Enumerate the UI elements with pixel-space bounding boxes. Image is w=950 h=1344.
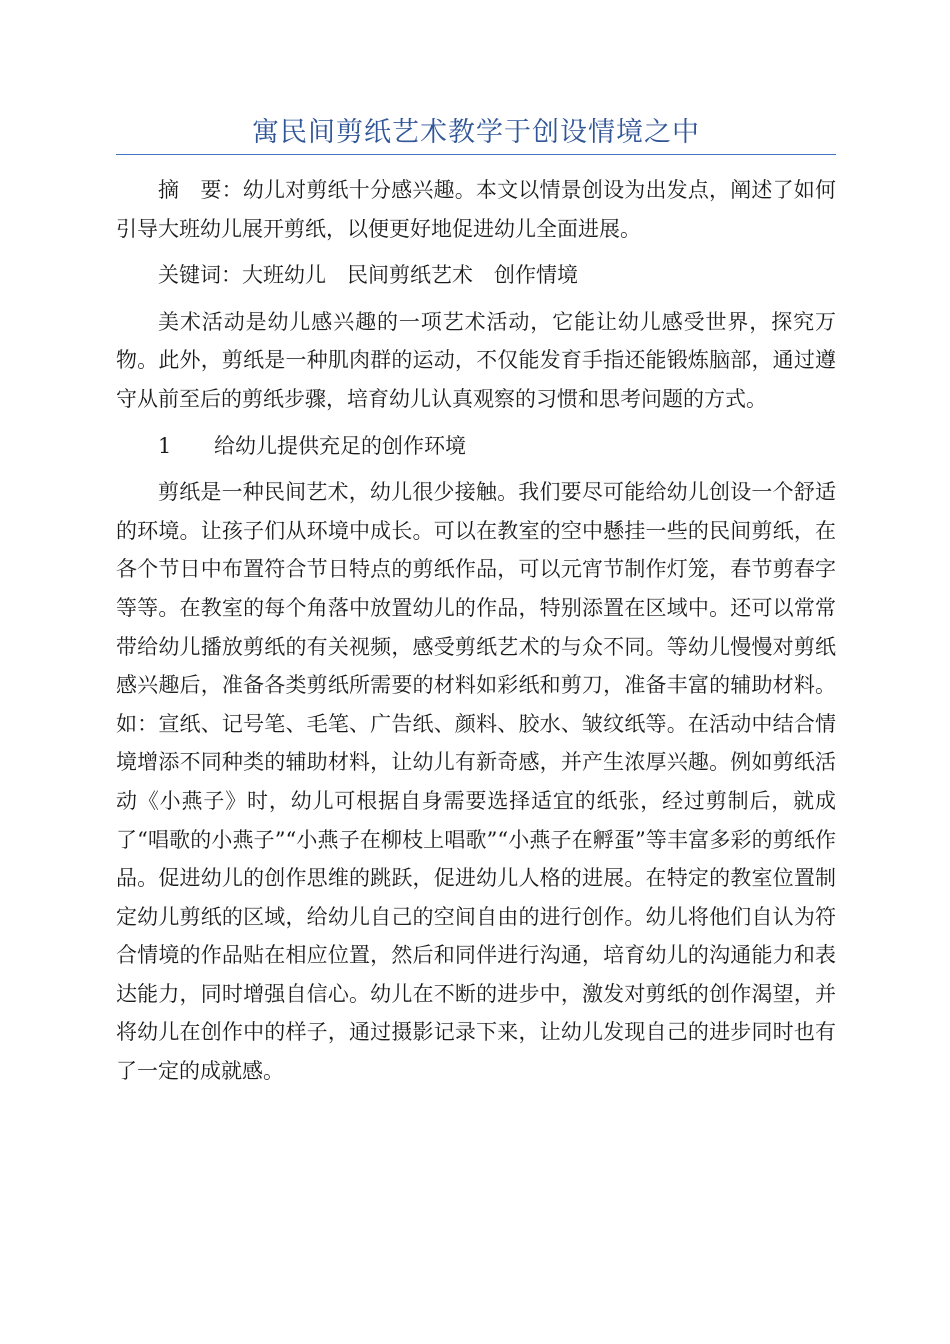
section-number: 1 xyxy=(158,433,172,458)
section-heading-text: 给幼儿提供充足的创作环境 xyxy=(214,433,466,458)
section-paragraph: 剪纸是一种民间艺术，幼儿很少接触。我们要尽可能给幼儿创设一个舒适的环境。让孩子们从环境中成长。可以在教室的空中懸挂一些的民间剪纸，在各个节日中布置符合节日特点的剪纸作品，可以元宵节制作灯笼，春节剪春字等等。在教室的每个角落中放置幼儿的作品，特别添置在区域中。还可以常常带给幼儿播放剪纸的有关视频，感受剪纸艺术的与众不同。等幼儿慢慢对剪纸感兴趣后，准备各类剪纸所需要的材料如彩纸和剪刀，准备丰富的辅助材料。如：宣纸、记号笔、毛笔、广告纸、颜料、胶水、皱纹纸等。在活动中结合情境增添不同种类的辅助材料，让幼儿有新奇感，并产生浓厚兴趣。例如剪纸活动《小燕子》时，幼儿可根据自身需要选择适宜的纸张，经过剪制后，就成了“唱歌的小燕子”“小燕子在柳枝上唱歌”“小燕子在孵蛋”等丰富多彩的剪纸作品。促进幼儿的创作思维的跳跃，促进幼儿人格的进展。在特定的教室位置制定幼儿剪纸的区域，给幼儿自己的空间自由的进行创作。幼儿将他们自认为符合情境的作品贴在相应位置，然后和同伴进行沟通，培育幼儿的沟通能力和表达能力，同时增强自信心。幼儿在不断的进步中，激发对剪纸的创作渴望，并将幼儿在创作中的样子，通过摄影记录下来，让幼儿发现自己的进步同时也有了一定的成就感。 xyxy=(116,480,836,1084)
abstract-label: 摘 要： xyxy=(158,178,243,202)
abstract-paragraph xyxy=(116,171,836,248)
keywords-label: 关键词： xyxy=(158,263,242,288)
section-heading xyxy=(116,427,836,466)
keywords-paragraph xyxy=(116,256,836,295)
document-page xyxy=(116,112,836,1091)
intro-paragraph: 美术活动是幼儿感兴趣的一项艺术活动，它能让幼儿感受世界，探究万物。此外，剪纸是一种肌肉群的运动，不仅能发育手指还能锻炼脑部，通过遵守从前至后的剪纸步骤，培育幼儿认真观察的习惯和思考问题的方式。 xyxy=(116,309,836,411)
document-title: 寓民间剪纸艺术教学于创设情境之中 xyxy=(116,112,836,155)
keywords-text: 大班幼儿 民间剪纸艺术 创作情境 xyxy=(242,263,578,288)
abstract-text: 幼儿对剪纸十分感兴趣。本文以情景创设为出发点，阐述了如何引导大班幼儿展开剪纸，以便更好地促进幼儿全面进展。 xyxy=(116,178,837,241)
